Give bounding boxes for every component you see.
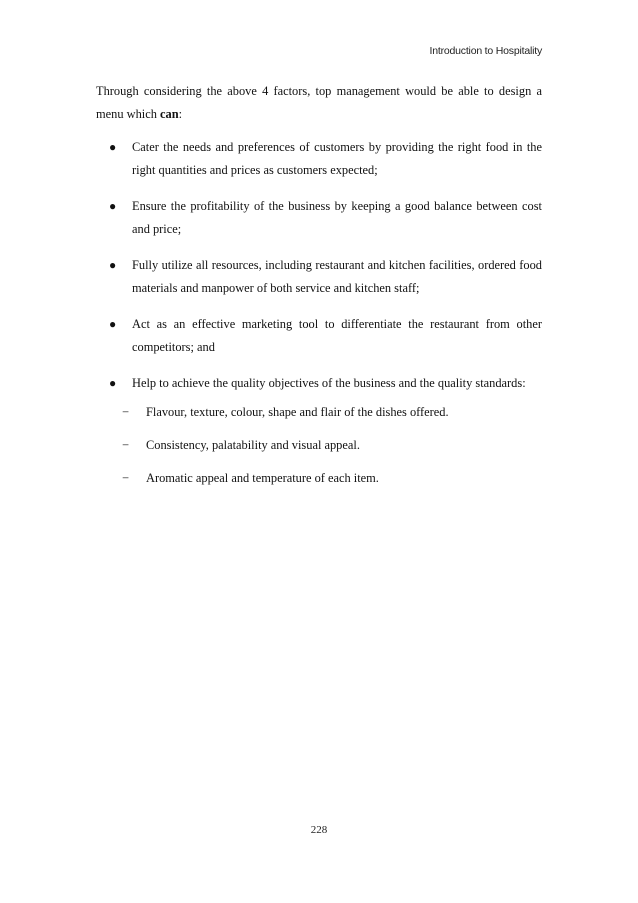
bullet-item: [96, 313, 542, 359]
dash-icon: −: [122, 471, 129, 485]
sub-list: [122, 401, 542, 490]
intro-emphasis: can: [160, 107, 179, 121]
bullet-text: Act as an effective marketing tool to differentiate the restaurant from other competitors; and: [132, 317, 542, 354]
bullet-dot-icon: ●: [109, 199, 117, 213]
bullet-dot-icon: ●: [109, 258, 117, 272]
sub-item: [122, 467, 542, 490]
bullet-text: Ensure the profitability of the business by keeping a good balance between cost and price;: [132, 199, 542, 236]
bullet-dot-icon: ●: [109, 140, 117, 154]
running-header: Introduction to Hospitality: [429, 45, 542, 57]
page-number: 228: [310, 824, 328, 836]
bullet-item: [96, 254, 542, 300]
intro-text: Through considering the above 4 factors, top management would be able to design a menu which: [96, 84, 542, 121]
sub-item: [122, 434, 542, 457]
bullet-text: Help to achieve the quality objectives of the business and the quality standards:: [132, 376, 526, 390]
bullet-item: [96, 372, 542, 490]
bullet-dot-icon: ●: [109, 376, 117, 390]
dash-icon: −: [122, 438, 129, 452]
sub-item-text: Aromatic appeal and temperature of each item.: [146, 471, 379, 485]
bullet-text: Fully utilize all resources, including restaurant and kitchen facilities, ordered food materials and manpower of both service and kitchen staff;: [132, 258, 542, 295]
sub-item: [122, 401, 542, 424]
bullet-text: Cater the needs and preferences of customers by providing the right food in the right quantities and prices as customers expected;: [132, 140, 542, 177]
intro-paragraph: [96, 80, 542, 126]
intro-trailing: :: [178, 107, 183, 121]
sub-item-text: Consistency, palatability and visual appeal.: [146, 438, 360, 452]
page-body: [96, 80, 542, 503]
bullet-item: [96, 136, 542, 182]
bullet-dot-icon: ●: [109, 317, 117, 331]
bullet-list: [96, 136, 542, 490]
sub-item-text: Flavour, texture, colour, shape and flair of the dishes offered.: [146, 405, 449, 419]
dash-icon: −: [122, 405, 129, 419]
bullet-item: [96, 195, 542, 241]
